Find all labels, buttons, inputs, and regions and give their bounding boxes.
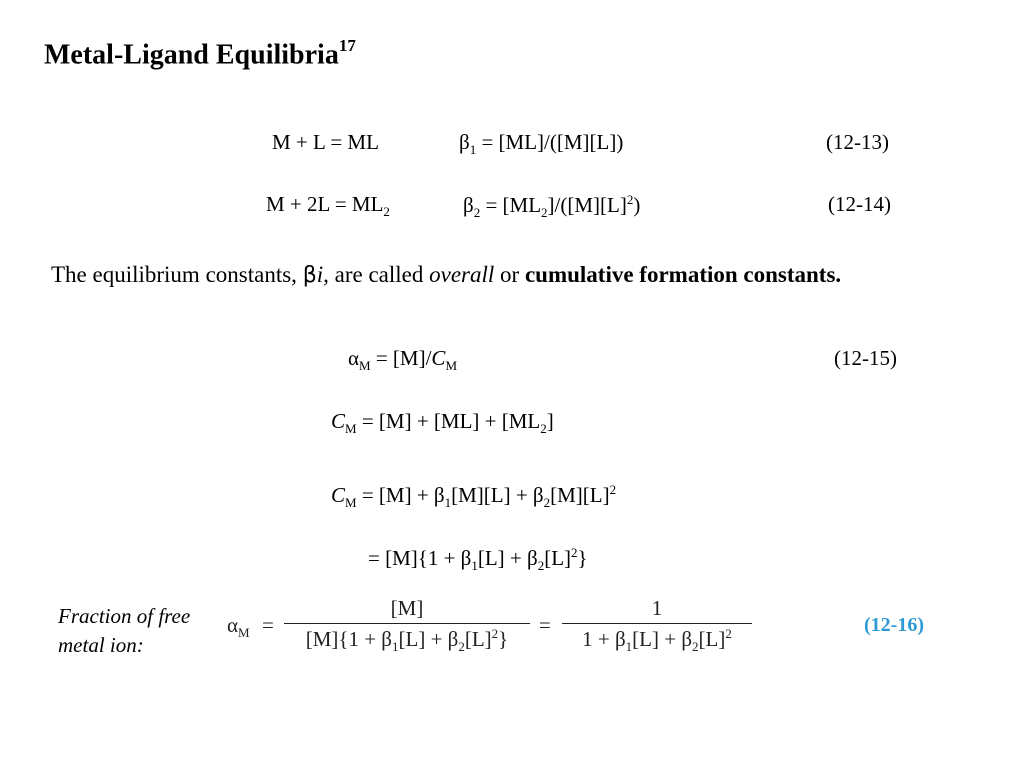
alpha-m-symbol: $\alpha_M$	[227, 613, 250, 641]
equals-sign-1: =	[262, 613, 274, 637]
fraction-2-numerator: 1	[651, 596, 663, 620]
equals-sign-2: =	[539, 613, 551, 637]
beta2-expression: $\beta_2 = [ML_2]/([M][L]^2)$	[463, 192, 641, 221]
fraction-1	[284, 596, 530, 655]
fraction-1-bar	[284, 623, 530, 624]
title-footnote: 17	[338, 36, 356, 55]
beta1-expression: $\beta_1 = [ML]/([M][L])$	[459, 130, 624, 158]
cm-beta-expansion: $C_M = [M] + \beta_1[M][L] + \beta_2[M][L]^2$	[331, 482, 617, 511]
cm-mass-balance: $C_M = [M] + [ML] + [ML_2]$	[331, 409, 554, 437]
equation-number-12-13: (12-13)	[826, 130, 889, 154]
fraction-2-bar	[562, 623, 752, 624]
fraction-1-numerator: [M]	[390, 596, 424, 620]
fraction-label: Fraction of free metal ion:	[58, 604, 191, 657]
equation-number-12-16: (12-16)	[864, 614, 924, 636]
fraction-1-denominator: $[M]\{1 + \beta_1[L] + \beta_2[L]^2\}$	[305, 626, 509, 655]
reaction-12-13: M + L = ML	[272, 130, 379, 154]
definition-paragraph: The equilibrium constants, βi, are called overall or cumulative formation constants.	[51, 262, 842, 288]
alpha-definition: $\alpha_M = [M]/C_M$	[348, 346, 457, 374]
cm-factored: = $[M]\{1 + \beta_1[L] + \beta_2[L]^2\}$	[368, 545, 588, 574]
page-title: Metal-Ligand Equilibria$^{17}$	[44, 36, 356, 71]
equation-number-12-15: (12-15)	[834, 346, 897, 370]
reaction-12-14: $M + 2L = ML_2$	[266, 192, 390, 220]
equation-number-12-14: (12-14)	[828, 192, 891, 216]
fraction-2	[562, 596, 752, 655]
fraction-2-denominator: $1 + \beta_1[L] + \beta_2[L]^2$	[582, 626, 732, 655]
